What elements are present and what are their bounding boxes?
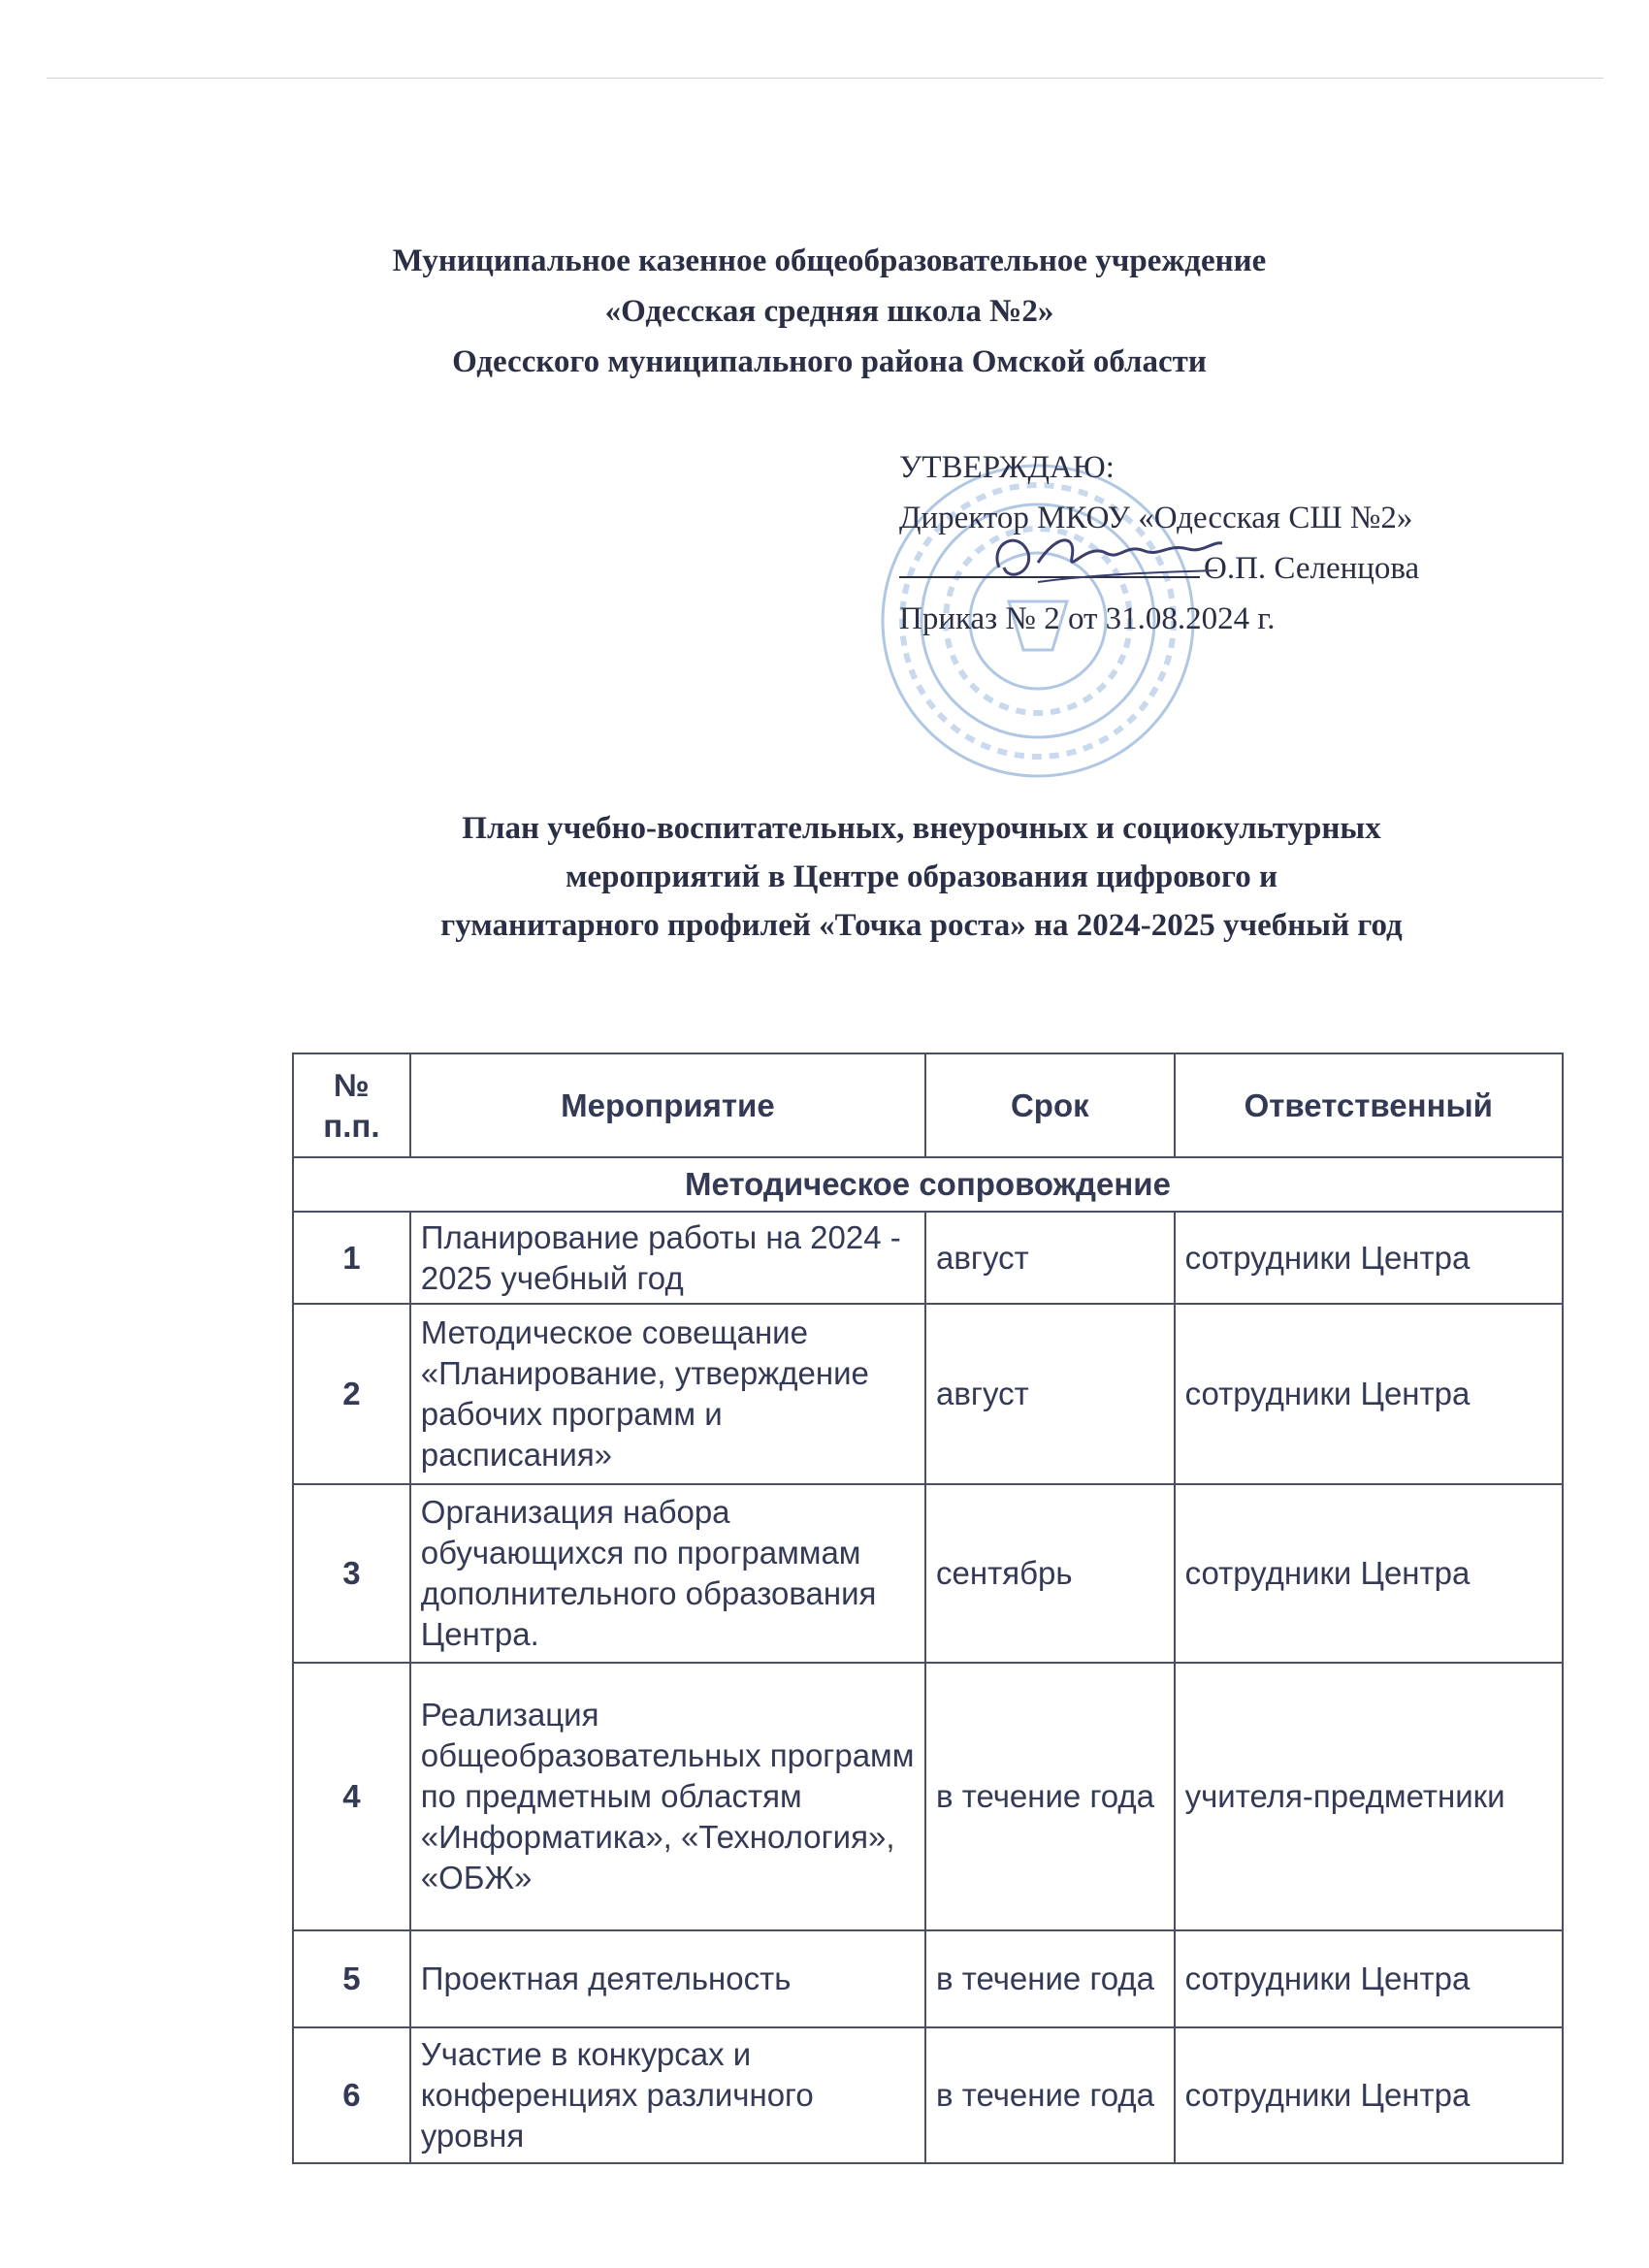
header-term: Срок [925, 1053, 1175, 1157]
signature-underline [899, 576, 1200, 578]
row-num: 2 [293, 1304, 410, 1484]
table-row [293, 1212, 1563, 1304]
row-term: в течение года [925, 1663, 1175, 1930]
top-divider [47, 78, 1603, 79]
row-term: сентябрь [925, 1484, 1175, 1663]
row-term: в течение года [925, 2027, 1175, 2163]
row-event: Реализация общеобразовательных программ по предметным областям «Информатика», «Технология», «ОБЖ» [410, 1663, 925, 1930]
header-num: № п.п. [293, 1053, 410, 1157]
section-title: Методическое сопровождение [293, 1157, 1563, 1212]
row-term: в течение года [925, 1930, 1175, 2027]
row-num: 6 [293, 2027, 410, 2163]
row-event: Методическое совещание «Планирование, утверждение рабочих программ и расписания» [410, 1304, 925, 1484]
director-name: О.П. Селенцова [1204, 551, 1420, 586]
row-responsible: сотрудники Центра [1175, 1304, 1563, 1484]
header-line: Муниципальное казенное общеобразовательное учреждение [392, 243, 1267, 278]
header-responsible: Ответственный [1175, 1053, 1563, 1157]
table-row [293, 1930, 1563, 2027]
section-row [293, 1157, 1563, 1212]
row-num: 4 [293, 1663, 410, 1930]
row-responsible: сотрудники Центра [1175, 1212, 1563, 1304]
row-num: 3 [293, 1484, 410, 1663]
row-responsible: сотрудники Центра [1175, 1930, 1563, 2027]
row-responsible: сотрудники Центра [1175, 1484, 1563, 1663]
approval-order: Приказ № 2 от 31.08.2024 г. [899, 601, 1276, 636]
header-event: Мероприятие [410, 1053, 925, 1157]
title-line: мероприятий в Центре образования цифрового и [566, 859, 1277, 894]
row-event: Планирование работы на 2024 - 2025 учебный год [410, 1212, 925, 1304]
table-row [293, 2027, 1563, 2163]
row-term: август [925, 1212, 1175, 1304]
approval-block [899, 442, 1578, 644]
row-num: 5 [293, 1930, 410, 2027]
row-num: 1 [293, 1212, 410, 1304]
table-row [293, 1304, 1563, 1484]
institution-header [330, 236, 1329, 387]
header-line: Одесского муниципального района Омской области [452, 344, 1207, 379]
row-event: Организация набора обучающихся по программам дополнительного образования Центра. [410, 1484, 925, 1663]
row-event: Участие в конкурсах и конференциях различного уровня [410, 2027, 925, 2163]
row-responsible: учителя-предметники [1175, 1663, 1563, 1930]
table-header-row [293, 1053, 1563, 1157]
row-term: август [925, 1304, 1175, 1484]
header-line: «Одесская средняя школа №2» [604, 294, 1054, 329]
title-line: гуманитарного профилей «Точка роста» на 2024-2025 учебный год [440, 908, 1403, 943]
plan-table [292, 1053, 1564, 2164]
title-line: План учебно-воспитательных, внеурочных и социокультурных [462, 811, 1381, 846]
table-row [293, 1663, 1563, 1930]
document-title [320, 804, 1523, 950]
approval-position: Директор МКОУ «Одесская СШ №2» [899, 501, 1413, 535]
row-event: Проектная деятельность [410, 1930, 925, 2027]
row-responsible: сотрудники Центра [1175, 2027, 1563, 2163]
table-row [293, 1484, 1563, 1663]
approval-label: УТВЕРЖДАЮ: [899, 450, 1115, 485]
signature-line [899, 543, 1578, 594]
